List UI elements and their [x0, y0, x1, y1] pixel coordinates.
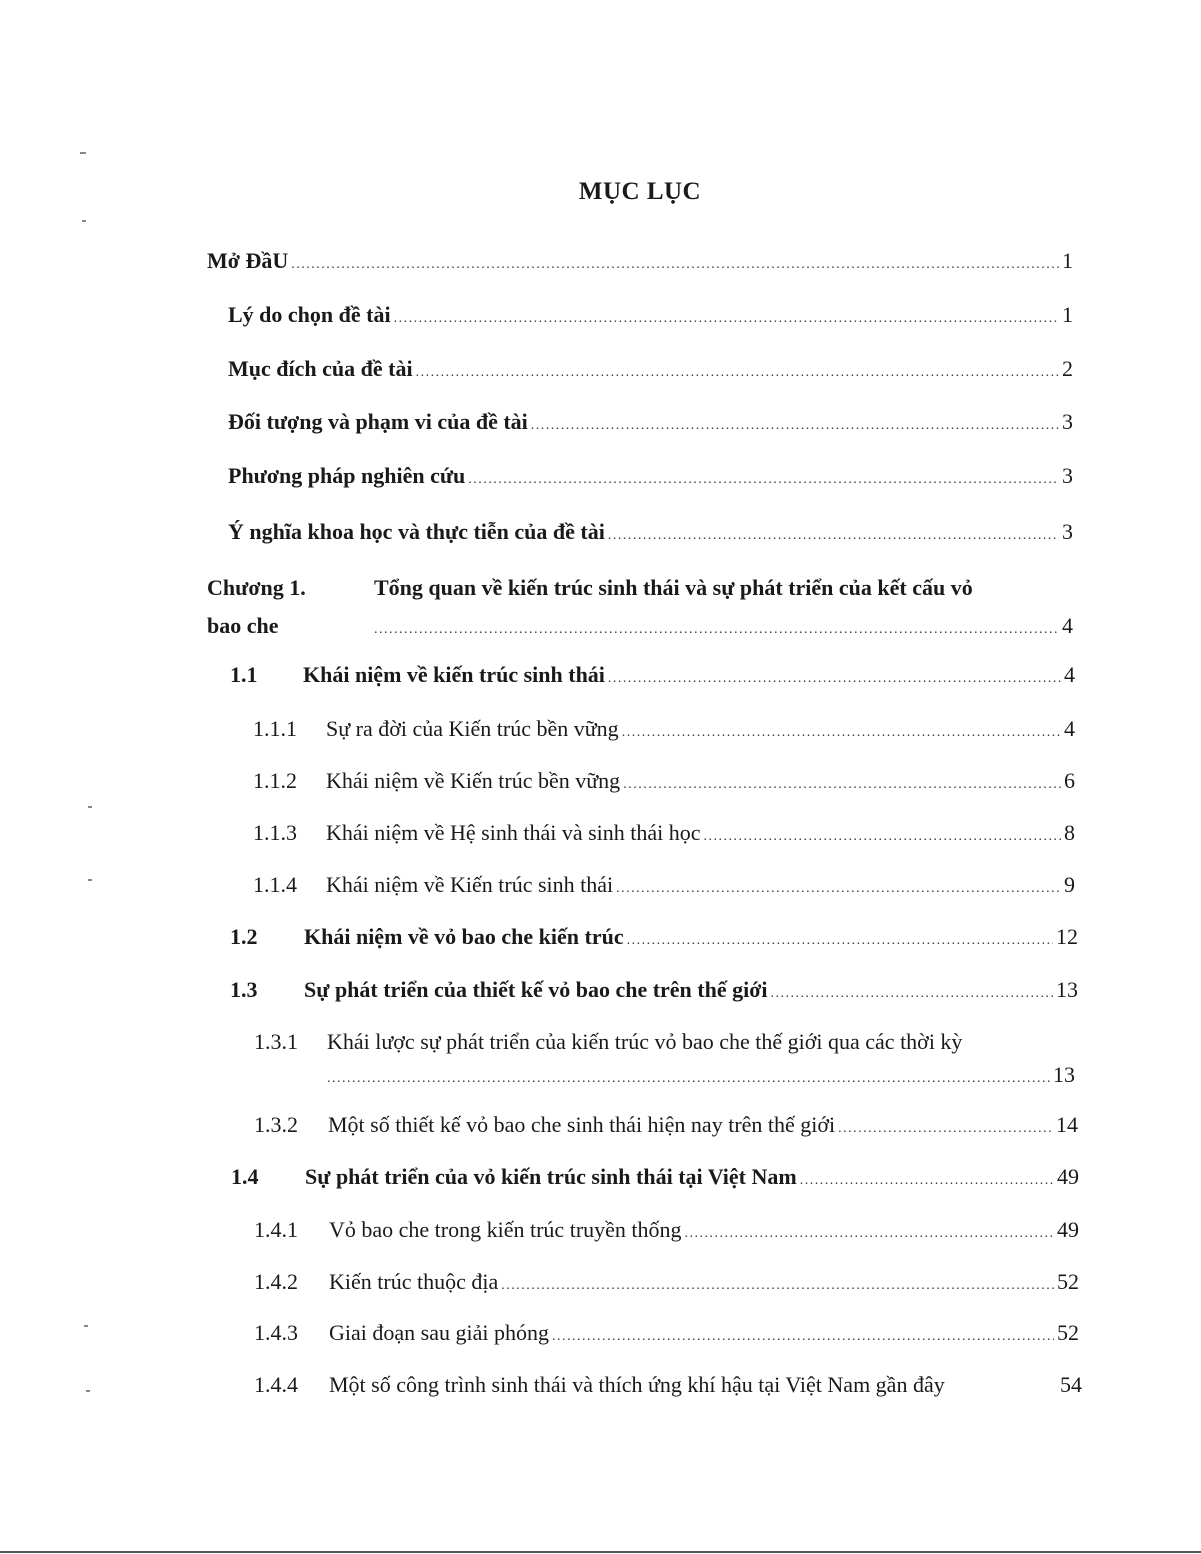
scan-speck [86, 1390, 90, 1392]
toc-section-label: Khái niệm về vỏ bao che kiến trúc [304, 924, 624, 949]
toc-section-number: 1.1.1 [253, 716, 297, 741]
toc-section-label: Sự phát triển của vỏ kiến trúc sinh thái tại Việt Nam [305, 1164, 797, 1189]
toc-entry-page: 3 [1062, 409, 1073, 434]
toc-section-number: 1.4.1 [254, 1217, 298, 1242]
toc-entry-label: Lý do chọn đề tài [228, 302, 391, 327]
toc-section-label: Sự phát triển của thiết kế vỏ bao che trên thế giới [304, 977, 768, 1002]
toc-section-page: 12 [1056, 924, 1078, 949]
toc-chapter-1 [207, 575, 1073, 601]
toc-section-1-1-3 [253, 822, 1075, 844]
toc-section-page: 9 [1064, 872, 1075, 897]
toc-section-label: Vỏ bao che trong kiến trúc truyền thống [329, 1217, 682, 1242]
toc-entry-label: Ý nghĩa khoa học và thực tiễn của đề tài [228, 519, 605, 544]
dot-leader [800, 1166, 1054, 1188]
toc-entry-muc-dich [228, 358, 1073, 380]
toc-section-label: Giai đoạn sau giải phóng [329, 1320, 549, 1345]
dot-leader [704, 822, 1061, 844]
toc-section-number: 1.3.1 [254, 1029, 298, 1054]
toc-section-page: 4 [1064, 662, 1075, 687]
toc-entry-phuong-phap [228, 465, 1073, 487]
dot-leader [616, 874, 1061, 896]
toc-section-1-3-2 [254, 1114, 1078, 1136]
dot-leader [771, 979, 1053, 1001]
dot-leader [416, 358, 1059, 380]
toc-section-label: Sự ra đời của Kiến trúc bền vững [326, 716, 619, 741]
scan-speck [84, 1325, 88, 1327]
toc-section-number: 1.4.3 [254, 1320, 298, 1345]
toc-title: MỤC LỤC [578, 178, 702, 205]
toc-section-number: 1.1.2 [253, 768, 297, 793]
scan-speck [88, 879, 92, 881]
toc-section-1-4-1 [254, 1219, 1079, 1241]
toc-section-1-3-1 [254, 1031, 1074, 1053]
toc-section-1-1 [230, 664, 1075, 686]
toc-section-1-4-4 [254, 1374, 1082, 1396]
toc-entry-page: 2 [1062, 356, 1073, 381]
toc-section-number: 1.4 [231, 1164, 259, 1189]
dot-leader [291, 250, 1059, 272]
toc-section-label: Khái niệm về kiến trúc sinh thái [303, 662, 605, 687]
dot-leader [394, 304, 1059, 326]
toc-section-page: 8 [1064, 820, 1075, 845]
toc-entry-page: 3 [1062, 463, 1073, 488]
scan-bottom-edge [0, 1551, 1201, 1553]
scan-speck [88, 806, 92, 808]
toc-section-page: 54 [1060, 1372, 1082, 1397]
toc-section-label: Một số thiết kế vỏ bao che sinh thái hiện nay trên thế giới [328, 1112, 836, 1137]
toc-entry-page: 3 [1062, 519, 1073, 544]
scan-speck [82, 220, 86, 222]
dot-leader [608, 521, 1059, 543]
toc-section-page: 13 [1056, 977, 1078, 1002]
toc-section-number: 1.3 [230, 977, 258, 1002]
toc-section-1-4-3 [254, 1322, 1079, 1344]
toc-section-number: 1.4.2 [254, 1269, 298, 1294]
toc-entry-page: 1 [1062, 302, 1073, 327]
toc-section-page: 13 [1053, 1062, 1075, 1087]
toc-section-1-3 [230, 979, 1078, 1001]
dot-leader [468, 465, 1059, 487]
dot-leader [374, 613, 1059, 639]
dot-leader [608, 664, 1061, 686]
toc-entry-page: 1 [1062, 248, 1073, 273]
toc-chapter-label-cont: bao che [207, 613, 279, 638]
toc-section-page: 49 [1057, 1217, 1079, 1242]
toc-section-page: 52 [1057, 1269, 1079, 1294]
toc-entry-label: Đối tượng và phạm vi của đề tài [228, 409, 528, 434]
toc-entry-y-nghia [228, 521, 1073, 543]
dot-leader [531, 411, 1059, 433]
toc-section-label: Khái lược sự phát triển của kiến trúc vỏ bao che thế giới qua các thời kỳ [327, 1029, 963, 1054]
toc-section-1-4 [231, 1166, 1079, 1188]
toc-chapter-1-continued [207, 613, 1073, 639]
toc-chapter-label: Tổng quan về kiến trúc sinh thái và sự phát triển của kết cấu vỏ [374, 575, 973, 600]
toc-section-label: Khái niệm về Kiến trúc bền vững [326, 768, 621, 793]
toc-entry-label: Mở ĐầU [207, 248, 289, 273]
toc-section-1-1-2 [253, 770, 1075, 792]
toc-entry-label: Mục đích của đề tài [228, 356, 413, 381]
scan-speck [80, 152, 86, 154]
toc-chapter-page: 4 [1062, 613, 1073, 638]
toc-section-1-3-1-leader-line [327, 1062, 1075, 1088]
toc-entry-label: Phương pháp nghiên cứu [228, 463, 466, 488]
toc-section-page: 4 [1064, 716, 1075, 741]
toc-section-number: 1.1.3 [253, 820, 297, 845]
dot-leader [627, 926, 1053, 948]
toc-section-number: 1.1 [230, 662, 258, 687]
toc-section-1-1-4 [253, 874, 1075, 896]
toc-section-number: 1.3.2 [254, 1112, 298, 1137]
toc-section-1-4-2 [254, 1271, 1079, 1293]
toc-section-label: Một số công trình sinh thái và thích ứng khí hậu tại Việt Nam gần đây [329, 1372, 945, 1397]
dot-leader [685, 1219, 1054, 1241]
toc-section-page: 52 [1057, 1320, 1079, 1345]
toc-section-label: Khái niệm về Hệ sinh thái và sinh thái học [326, 820, 701, 845]
toc-entry-doi-tuong [228, 411, 1073, 433]
toc-section-page: 49 [1057, 1164, 1079, 1189]
toc-entry-mo-dau [207, 250, 1073, 272]
toc-chapter-number: Chương 1. [207, 575, 306, 600]
dot-leader [327, 1062, 1050, 1088]
dot-leader [838, 1114, 1053, 1136]
dot-leader [622, 718, 1061, 740]
toc-section-number: 1.1.4 [253, 872, 297, 897]
dot-leader [501, 1271, 1054, 1293]
toc-section-page: 14 [1056, 1112, 1078, 1137]
toc-section-1-1-1 [253, 718, 1075, 740]
toc-section-label: Kiến trúc thuộc địa [329, 1269, 499, 1294]
toc-section-number: 1.2 [230, 924, 258, 949]
toc-section-page: 6 [1064, 768, 1075, 793]
dot-leader [623, 770, 1061, 792]
toc-entry-ly-do [228, 304, 1073, 326]
toc-section-1-2 [230, 926, 1078, 948]
toc-section-number: 1.4.4 [254, 1372, 298, 1397]
toc-section-label: Khái niệm về Kiến trúc sinh thái [326, 872, 614, 897]
dot-leader [552, 1322, 1054, 1344]
